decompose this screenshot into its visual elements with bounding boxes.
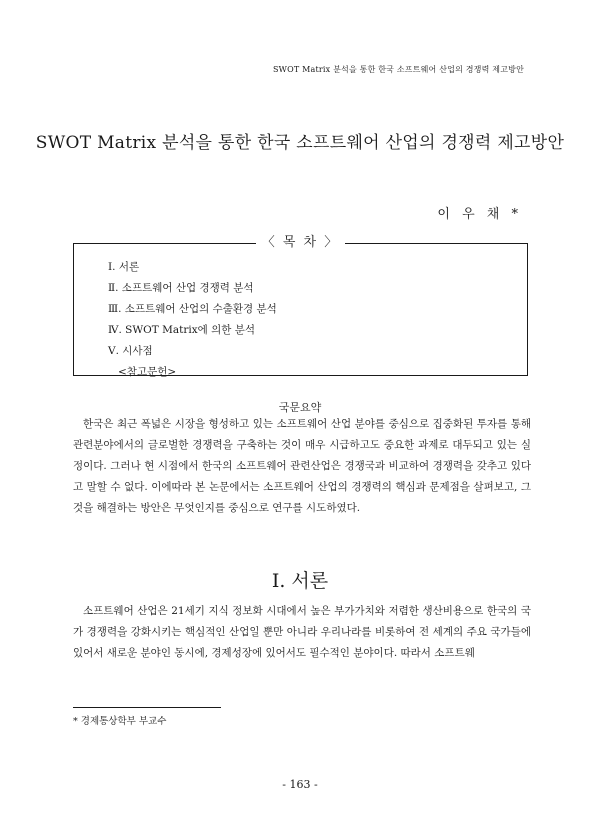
toc-item: Ⅴ. 시사점: [108, 345, 153, 357]
table-of-contents: [73, 235, 528, 378]
paper-title: SWOT Matrix 분석을 통한 한국 소프트웨어 산업의 경쟁력 제고방안: [35, 133, 565, 153]
author-name: 이 우 채 *: [437, 207, 522, 222]
toc-item: <참고문헌>: [118, 366, 177, 378]
footnote: * 경제통상학부 부교수: [73, 716, 167, 727]
toc-item: Ⅰ. 서론: [108, 261, 140, 273]
abstract-text: 한국은 최근 폭넓은 시장을 형성하고 있는 소프트웨어 산업 분야를 중심으로 집중화된 투자를 통해 관련분야에서의 글로벌한 경쟁력을 구축하는 것이 매우 시급하고도 중요한 과제로 대두되고 있는 실정이다. 그러나 현 시점에서 한국의 소프트웨어 관련산업은 경쟁국과 비교하여 경쟁력을 갖추고 있다고 말할 수 없다. 이에따라 본 논문에서는 소프트웨어 산업의 경쟁력의 핵심과 문제점을 살펴보고, 그것을 해결하는 방안은 무엇인지를 중심으로 연구를 시도하였다.: [73, 418, 531, 514]
toc-heading: [74, 235, 527, 251]
toc-item: Ⅱ. 소프트웨어 산업 경쟁력 분석: [108, 282, 254, 294]
toc-item: Ⅳ. SWOT Matrix에 의한 분석: [108, 324, 256, 336]
page-number: - 163 -: [282, 778, 318, 791]
footnote-divider: [73, 707, 221, 708]
toc-heading-label: 〈 목 차 〉: [256, 235, 346, 250]
section-title: Ⅰ. 서론: [271, 570, 329, 592]
running-header: SWOT Matrix 분석을 통한 한국 소프트웨어 산업의 경쟁력 제고방안: [272, 65, 524, 74]
toc-list: [108, 257, 277, 383]
toc-item: Ⅲ. 소프트웨어 산업의 수출환경 분석: [108, 303, 277, 315]
body-paragraph: 소프트웨어 산업은 21세기 지식 정보화 시대에서 높은 부가가치와 저렴한 생산비용으로 한국의 국가 경쟁력을 강화시키는 핵심적인 산업일 뿐만 아니라 우리나라를 비롯하여 전 세계의 주요 국가들에 있어서 새로운 분야인 동시에, 경제성장에 있어서도 필수적인 분야이다. 따라서 소프트웨: [73, 605, 531, 659]
abstract-title: 국문요약: [278, 401, 322, 414]
